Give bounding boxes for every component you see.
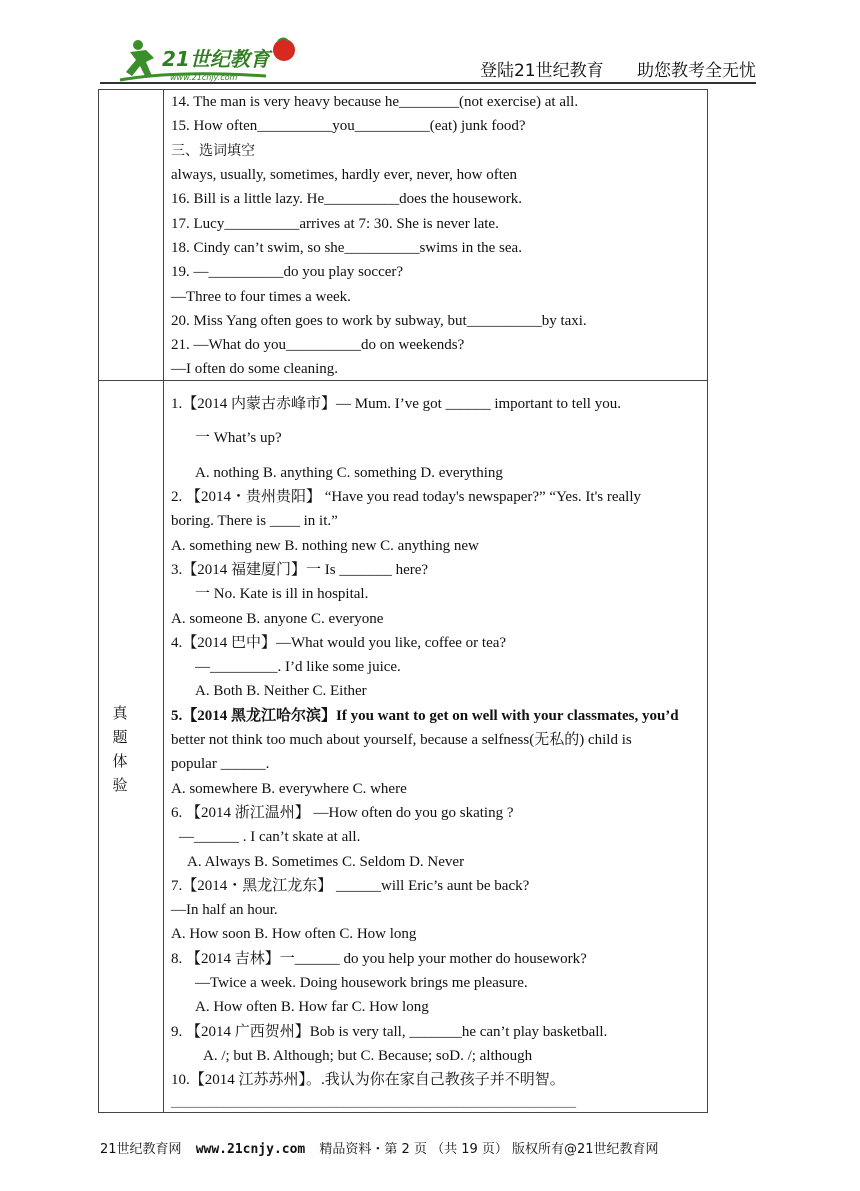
- question-18: 18. Cindy can’t swim, so she__________swims in the sea.: [171, 240, 522, 256]
- section-label-char: 体: [112, 752, 128, 770]
- page-footer: [100, 1138, 760, 1157]
- exam-q2-options: A. something new B. nothing new C. anything new: [171, 538, 479, 554]
- logo-text: 21世纪教育: [162, 47, 270, 71]
- exam-q7: 7.【2014・黑龙江龙东】 ______will Eric’s aunt be back?: [171, 878, 530, 894]
- exam-q7-options: A. How soon B. How often C. How long: [171, 926, 417, 942]
- question-14: 14. The man is very heavy because he________(not exercise) at all.: [171, 94, 579, 110]
- exam-q4-options: A. Both B. Neither C. Either: [195, 683, 367, 699]
- section-heading: 三、选词填空: [171, 143, 255, 159]
- slogan-left: 登陆21世纪教育: [479, 61, 604, 81]
- header-rule: [100, 82, 756, 84]
- exam-q3-options: A. someone B. anyone C. everyone: [171, 611, 384, 627]
- question-17: 17. Lucy__________arrives at 7: 30. She is never late.: [171, 216, 499, 232]
- exam-q1-reply: 一 What’s up?: [195, 430, 282, 446]
- exam-q2: 2. 【2014・贵州贵阳】 “Have you read today's newspaper?” “Yes. It's really: [171, 489, 642, 505]
- exam-q6: 6. 【2014 浙江温州】 —How often do you go skating ?: [171, 805, 514, 821]
- exam-q8-options: A. How often B. How far C. How long: [195, 999, 429, 1015]
- exam-q5-cont: better not think too much about yourself, because a selfness(无私的) child is: [171, 732, 632, 748]
- answer-19: —Three to four times a week.: [171, 289, 351, 305]
- exam-q1: 1.【2014 内蒙古赤峰市】— Mum. I’ve got ______ important to tell you.: [171, 396, 621, 412]
- exam-q4: 4.【2014 巴中】—What would you like, coffee or tea?: [171, 635, 507, 651]
- footer-info: 精品资料・第 2 页 （共 19 页） 版权所有@21世纪教育网: [319, 1142, 659, 1157]
- exam-q4-reply: —_________. I’d like some juice.: [195, 659, 401, 675]
- exam-q6-options: A. Always B. Sometimes C. Seldom D. Never: [187, 854, 465, 870]
- exam-q1-options: A. nothing B. anything C. something D. everything: [195, 465, 503, 481]
- exam-q6-reply: —______ . I can’t skate at all.: [179, 829, 361, 845]
- logo-url: www.21cnjy.com: [170, 73, 238, 82]
- exam-q3-reply: 一 No. Kate is ill in hospital.: [195, 586, 369, 602]
- section-label-char: 题: [112, 728, 128, 746]
- answer-line: ______________________________________________________: [171, 1094, 576, 1110]
- question-21: 21. —What do you__________do on weekends?: [171, 337, 465, 353]
- exam-q2-cont: boring. There is ____ in it.”: [171, 513, 338, 529]
- exam-q8: 8. 【2014 吉林】一______ do you help your mother do housework?: [171, 951, 587, 967]
- exam-q5: 5.【2014 黑龙江哈尔滨】If you want to get on well with your classmates, you’d: [171, 708, 679, 724]
- question-15: 15. How often__________you__________(eat) junk food?: [171, 118, 526, 134]
- question-20: 20. Miss Yang often goes to work by subway, but__________by taxi.: [171, 313, 587, 329]
- exam-q3: 3.【2014 福建厦门】一 Is _______ here?: [171, 562, 429, 578]
- header-slogan: [452, 56, 756, 81]
- site-logo: [116, 36, 316, 84]
- exam-q10: 10.【2014 江苏苏州】。.我认为你在家自己教孩子并不明智。: [171, 1072, 565, 1088]
- page-header: [100, 36, 756, 86]
- exercise-table: [98, 89, 708, 1113]
- slogan-right: 助您教考全无忧: [637, 61, 756, 81]
- footer-site: 21世纪教育网: [100, 1142, 182, 1157]
- section-label-char: 验: [112, 776, 128, 794]
- section-label-char: 真: [112, 704, 128, 722]
- exam-q7-reply: —In half an hour.: [171, 902, 278, 918]
- word-bank: always, usually, sometimes, hardly ever, never, how often: [171, 167, 518, 183]
- question-16: 16. Bill is a little lazy. He__________does the housework.: [171, 191, 523, 207]
- exam-q8-reply: —Twice a week. Doing housework brings me pleasure.: [195, 975, 528, 991]
- column-divider: [163, 90, 164, 1112]
- row-divider: [99, 380, 707, 381]
- exam-q5-cont2: popular ______.: [171, 756, 270, 772]
- answer-21: —I often do some cleaning.: [171, 361, 339, 377]
- exam-q9: 9. 【2014 广西贺州】Bob is very tall, _______he can’t play basketball.: [171, 1024, 608, 1040]
- footer-url: www.21cnjy.com: [195, 1142, 306, 1157]
- exam-q5-options: A. somewhere B. everywhere C. where: [171, 781, 407, 797]
- exam-q9-options: A. /; but B. Although; but C. Because; soD. /; although: [203, 1048, 533, 1064]
- question-19: 19. —__________do you play soccer?: [171, 264, 404, 280]
